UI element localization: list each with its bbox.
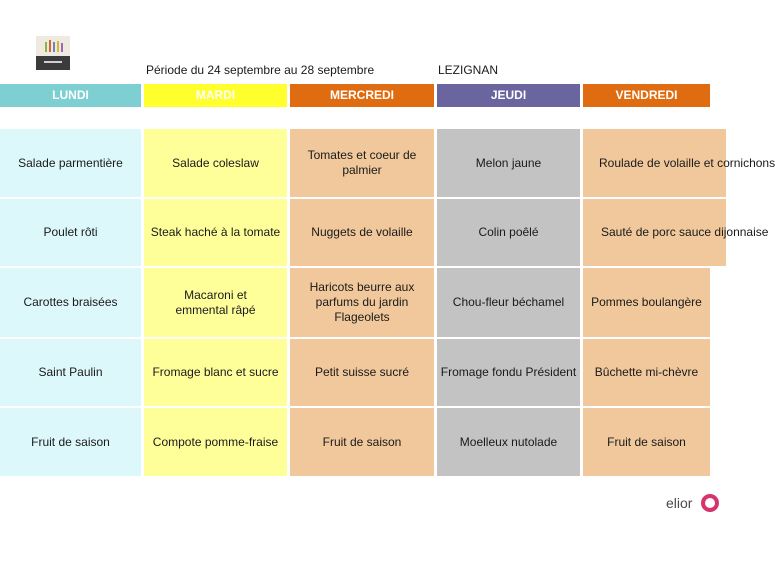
dish-label: Fruit de saison [31, 434, 110, 449]
brand-logo-text: elior [666, 495, 693, 511]
menu-cell-mercredi-main [290, 199, 434, 266]
school-canteen-logo-icon [36, 36, 70, 70]
menu-cell-mercredi-dairy [290, 339, 434, 406]
day-header-mercredi: MERCREDI [290, 84, 434, 107]
dish-label: Compote pomme-fraise [152, 434, 279, 449]
day-header-jeudi: JEUDI [437, 84, 580, 107]
dish-label: Macaroni et emmental râpé [175, 287, 256, 317]
period-label: Période du 24 septembre au 28 septembre [146, 63, 375, 77]
dish-label: Roulade de volaille et cornichons [599, 155, 775, 170]
day-header-vendredi: VENDREDI [583, 84, 710, 107]
menu-cell-mercredi-dessert [290, 408, 434, 476]
dish-label: Chou-fleur béchamel [452, 295, 565, 309]
location-label: LEZIGNAN [438, 63, 499, 77]
menu-cell-vendredi-dairy [583, 339, 710, 406]
dish-label: Saint Paulin [38, 365, 103, 379]
dish-label: Poulet rôti [43, 225, 98, 239]
menu-cell-lundi-dairy [0, 339, 141, 406]
dish-label: Salade parmentière [18, 155, 123, 170]
dish-label: Melon jaune [475, 155, 542, 170]
day-header-mardi: MARDI [144, 84, 287, 107]
menu-cell-vendredi-starter [583, 129, 775, 197]
menu-cell-lundi-main [0, 199, 141, 266]
dish-label: Pommes boulangère [591, 295, 702, 309]
dish-label: Bûchette mi-chèvre [594, 365, 699, 379]
dish-label: Fruit de saison [322, 434, 402, 449]
menu-cell-vendredi-main [583, 199, 769, 266]
menu-cell-jeudi-starter [437, 129, 580, 197]
menu-cell-jeudi-dairy [437, 339, 580, 406]
dish-label: Fromage fondu Président [440, 365, 577, 379]
menu-cell-vendredi-side [583, 268, 710, 337]
menu-cell-jeudi-dessert [437, 408, 580, 476]
dish-label: Carottes braisées [23, 295, 118, 309]
menu-cell-mardi-dessert [144, 408, 287, 476]
menu-cell-jeudi-side [437, 268, 580, 337]
dish-label: Fromage blanc et sucre [152, 365, 279, 379]
day-header-lundi: LUNDI [0, 84, 141, 107]
menu-cell-lundi-starter [0, 129, 141, 197]
dish-label: Petit suisse sucré [314, 365, 410, 379]
dish-label: Haricots beurre aux parfums du jardin Flageolets [309, 280, 415, 324]
brand-logo-icon [701, 494, 719, 512]
menu-cell-jeudi-main [437, 199, 580, 266]
dish-label: Fruit de saison [607, 434, 686, 449]
menu-cell-vendredi-dessert [583, 408, 710, 476]
menu-cell-mercredi-side [290, 268, 434, 337]
dish-label: Moelleux nutolade [459, 434, 558, 449]
dish-label: Tomates et coeur de palmier [307, 148, 417, 177]
menu-cell-mardi-side [144, 268, 287, 337]
menu-cell-mardi-dairy [144, 339, 287, 406]
menu-cell-mardi-starter [144, 129, 287, 197]
dish-label: Salade coleslaw [172, 155, 259, 170]
menu-cell-mardi-main [144, 199, 287, 266]
dish-label: Colin poêlé [478, 225, 539, 239]
dish-label: Sauté de porc sauce dijonnaise [601, 225, 769, 239]
menu-cell-mercredi-starter [290, 129, 434, 197]
menu-cell-lundi-dessert [0, 408, 141, 476]
menu-cell-lundi-side [0, 268, 141, 337]
dish-label: Nuggets de volaille [311, 225, 413, 239]
dish-label: Steak haché à la tomate [150, 225, 281, 239]
